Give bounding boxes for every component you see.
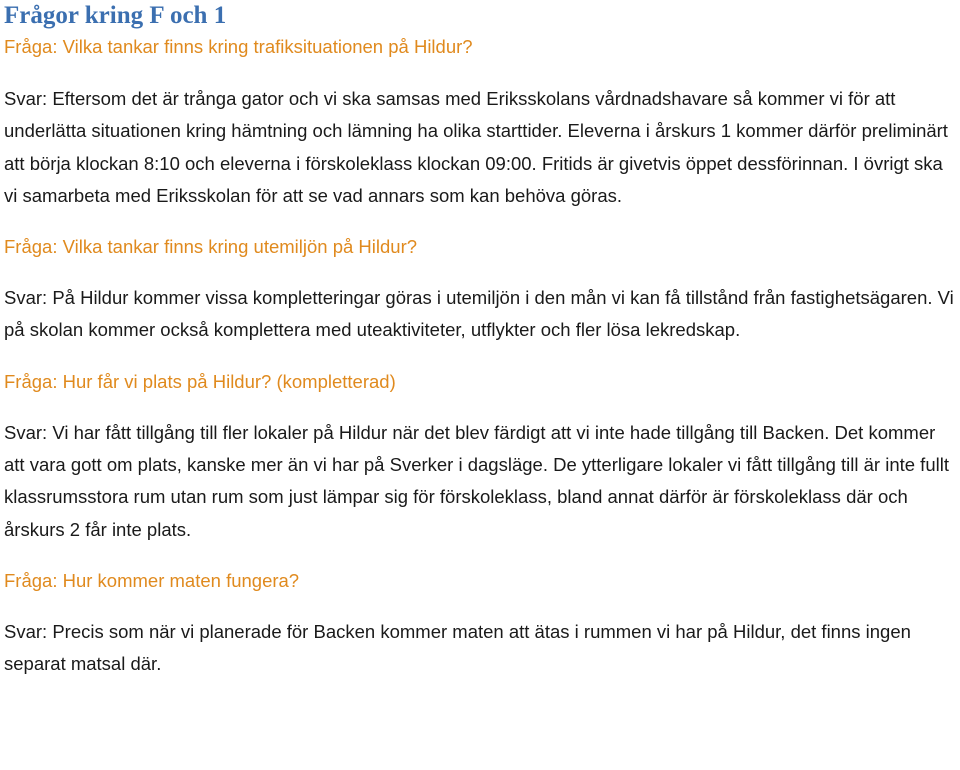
- spacer: [4, 546, 960, 565]
- question-outdoor: Fråga: Vilka tankar finns kring utemiljön på Hildur?: [4, 236, 418, 258]
- question-traffic: Fråga: Vilka tankar finns kring trafiksituationen på Hildur?: [4, 36, 473, 57]
- question-food: Fråga: Hur kommer maten fungera?: [4, 569, 300, 591]
- spacer: [4, 398, 960, 417]
- spacer: [4, 263, 960, 282]
- answer-outdoor: Svar: På Hildur kommer vissa kompletteringar göras i utemiljön i den mån vi kan få tillstånd från fastighetsägaren. Vi på skolan kommer också komplettera med uteaktiviteter, utflykter och fler lösa lekredskap.: [4, 287, 954, 341]
- spacer: [4, 212, 960, 231]
- page-title: Frågor kring F och 1: [4, 2, 227, 29]
- answer-food: Svar: Precis som när vi planerade för Backen kommer maten att ätas i rummen vi har på Hildur, det finns ingen separat matsal där.: [4, 620, 911, 675]
- answer-space: Svar: Vi har fått tillgång till fler lokaler på Hildur när det blev färdigt att vi inte hade tillgång till Backen. Det kommer att vara gott om plats, kanske mer än vi har på Sverker i dagsläge. De ytterligare lokaler vi fått tillgång till är inte fullt klassrumsstora rum utan rum som just lämpar sig för förskoleklass, bland annat därför är förskoleklass där och årskurs 2 får inte plats.: [4, 421, 949, 540]
- answer-traffic: Svar: Eftersom det är trånga gator och vi ska samsas med Eriksskolans vårdnadshavare så kommer vi för att underlätta situationen kring hämtning och lämning ha olika starttider. Eleverna i årskurs 1 kommer därför preliminärt att börja klockan 8:10 och eleverna i förskoleklass klockan 09:00. Fritids är givetvis öppet dessförinnan. I övrigt ska vi samarbeta med Eriksskolan för att se vad annars som kan behöva göras.: [4, 88, 948, 206]
- question-space: Fråga: Hur får vi plats på Hildur? (kompletterad): [4, 370, 396, 392]
- spacer: [4, 347, 960, 366]
- spacer: [4, 597, 960, 616]
- spacer: [4, 63, 960, 83]
